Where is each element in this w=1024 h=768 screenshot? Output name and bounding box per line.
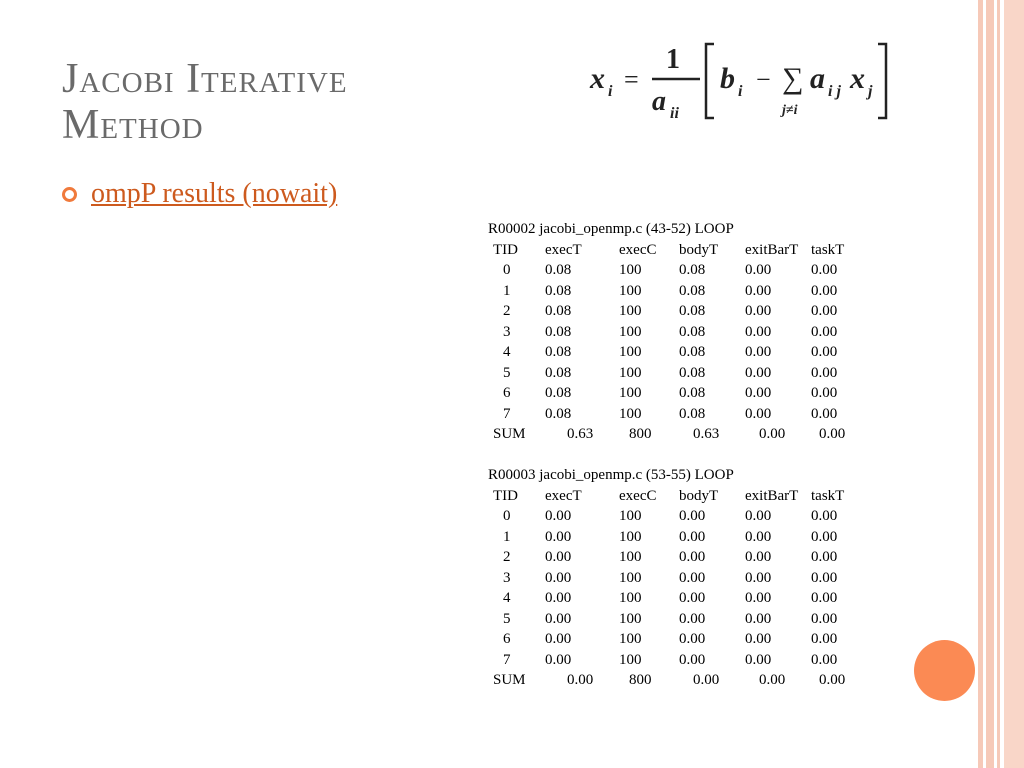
- table-row: [488, 547, 871, 568]
- table-cell: 0.00: [745, 631, 772, 647]
- table-cell: 6: [503, 631, 511, 647]
- table-cell: 0.00: [545, 651, 572, 668]
- table-cell: 0.00: [745, 405, 772, 422]
- column-header: execT: [545, 241, 582, 258]
- table-cell: 100: [619, 344, 642, 360]
- table-cell: 0.00: [679, 651, 706, 668]
- region-header: R00002 jacobi_openmp.c (43-52) LOOP: [488, 221, 734, 237]
- column-header: TID: [493, 241, 518, 258]
- table-cell: 100: [619, 528, 642, 545]
- table-cell: 0.00: [811, 508, 838, 524]
- table-cell: 100: [619, 405, 642, 422]
- bullet-item: [62, 178, 337, 210]
- table-row: [488, 404, 871, 425]
- table-cell: 0.00: [745, 508, 772, 524]
- stripe: [978, 0, 983, 768]
- table-row: [488, 281, 871, 302]
- table-row: [488, 322, 871, 343]
- table-cell: 0.00: [759, 426, 786, 442]
- table-cell: 0.08: [679, 405, 706, 422]
- table-cell: 0: [503, 262, 511, 278]
- column-header: execC: [619, 241, 657, 258]
- table-cell: 100: [619, 651, 642, 668]
- table-cell: 100: [619, 364, 642, 381]
- table-header-row: [488, 486, 871, 507]
- column-header: bodyT: [679, 487, 719, 504]
- ompp-results-output: [488, 219, 871, 711]
- table-header-row: [488, 240, 871, 261]
- svg-text:i: i: [608, 83, 613, 100]
- table-cell: 0.00: [693, 672, 720, 688]
- table-cell: 0.08: [545, 364, 572, 381]
- column-header: TID: [493, 487, 518, 504]
- results-table: [488, 240, 871, 445]
- table-cell: 0.00: [819, 672, 846, 688]
- table-cell: 1: [503, 282, 511, 299]
- table-cell: 0.00: [811, 303, 838, 319]
- stripe: [1004, 0, 1024, 768]
- region-block-r00002: [488, 219, 871, 445]
- table-cell: 0.00: [811, 405, 838, 422]
- svg-text:a: a: [810, 62, 825, 95]
- table-cell: 0.08: [679, 282, 706, 299]
- table-cell: 0.00: [745, 590, 772, 606]
- table-cell: 4: [503, 344, 511, 360]
- title-line-2: Method: [62, 102, 204, 148]
- table-cell: 0.00: [545, 508, 572, 524]
- results-table: [488, 486, 871, 691]
- table-cell: 0.00: [811, 282, 838, 299]
- svg-text:=: =: [624, 65, 639, 94]
- table-cell: 100: [619, 323, 642, 340]
- table-cell: 0.00: [745, 651, 772, 668]
- table-cell: 0.00: [811, 610, 838, 627]
- svg-text:−: −: [756, 65, 771, 94]
- svg-text:i j: i j: [828, 83, 841, 100]
- column-header: execC: [619, 487, 657, 504]
- table-row: [488, 260, 871, 281]
- table-cell: 0.00: [745, 528, 772, 545]
- table-cell: 100: [619, 508, 642, 524]
- table-cell: SUM: [493, 672, 526, 688]
- table-cell: 100: [619, 610, 642, 627]
- region-block-r00003: [488, 465, 871, 691]
- table-cell: 0.08: [545, 405, 572, 422]
- table-cell: 7: [503, 405, 511, 422]
- table-cell: 800: [629, 672, 652, 688]
- table-cell: 100: [619, 569, 642, 586]
- svg-text:i: i: [738, 83, 743, 100]
- table-cell: 0.00: [745, 549, 772, 565]
- svg-text:x: x: [590, 62, 605, 95]
- sum-row: [488, 670, 871, 691]
- column-header: taskT: [811, 487, 845, 504]
- table-cell: 0.08: [545, 323, 572, 340]
- table-cell: 7: [503, 651, 511, 668]
- table-cell: 0.00: [679, 508, 706, 524]
- table-cell: 0.00: [545, 549, 572, 565]
- table-cell: 0.00: [745, 610, 772, 627]
- svg-text:x: x: [850, 62, 865, 95]
- table-cell: 0.00: [679, 569, 706, 586]
- table-cell: 5: [503, 610, 511, 627]
- table-cell: 0.00: [811, 569, 838, 586]
- table-cell: 0.00: [745, 385, 772, 401]
- jacobi-formula-image: [588, 38, 898, 124]
- table-cell: 0.08: [679, 344, 706, 360]
- table-cell: 0.00: [811, 364, 838, 381]
- table-cell: 0.00: [811, 385, 838, 401]
- table-cell: 0.00: [745, 569, 772, 586]
- table-row: [488, 342, 871, 363]
- stripe: [997, 0, 1000, 768]
- table-cell: 0.00: [811, 590, 838, 606]
- ompp-results-link[interactable]: ompP results (nowait): [91, 178, 338, 209]
- table-cell: 4: [503, 590, 511, 606]
- table-cell: 3: [503, 323, 511, 340]
- table-cell: 0.63: [567, 426, 594, 442]
- column-header: exitBarT: [745, 241, 799, 258]
- sum-row: [488, 424, 871, 445]
- table-cell: 0.00: [811, 262, 838, 278]
- table-cell: 0.00: [545, 528, 572, 545]
- table-cell: 6: [503, 385, 511, 401]
- table-cell: 0.00: [545, 569, 572, 586]
- table-cell: 0.00: [679, 610, 706, 627]
- table-cell: 0.00: [545, 590, 572, 606]
- table-cell: 100: [619, 303, 642, 319]
- table-row: [488, 383, 871, 404]
- svg-text:j: j: [868, 83, 873, 100]
- table-cell: 0.00: [811, 323, 838, 340]
- column-header: bodyT: [679, 241, 719, 258]
- svg-text:b: b: [720, 62, 735, 95]
- table-cell: 0.08: [679, 323, 706, 340]
- table-cell: SUM: [493, 426, 526, 442]
- table-row: [488, 650, 871, 671]
- table-cell: 5: [503, 364, 511, 381]
- table-cell: 0: [503, 508, 511, 524]
- table-cell: 0.08: [545, 303, 572, 319]
- table-cell: 0.00: [679, 590, 706, 606]
- table-cell: 0.08: [545, 262, 572, 278]
- table-cell: 0.00: [679, 528, 706, 545]
- table-cell: 0.08: [545, 282, 572, 299]
- svg-text:ii: ii: [670, 105, 679, 122]
- column-header: exitBarT: [745, 487, 799, 504]
- svg-text:j≠i: j≠i: [782, 103, 798, 118]
- table-cell: 0.00: [811, 631, 838, 647]
- table-cell: 0.00: [679, 549, 706, 565]
- table-cell: 0.00: [745, 344, 772, 360]
- table-cell: 0.00: [811, 528, 838, 545]
- table-cell: 100: [619, 549, 642, 565]
- table-cell: 0.00: [545, 610, 572, 627]
- table-cell: 0.00: [811, 651, 838, 668]
- table-cell: 3: [503, 569, 511, 586]
- table-row: [488, 506, 871, 527]
- table-cell: 1: [503, 528, 511, 545]
- table-cell: 0.08: [679, 303, 706, 319]
- table-cell: 0.00: [759, 672, 786, 688]
- table-cell: 0.00: [679, 631, 706, 647]
- table-cell: 0.00: [745, 323, 772, 340]
- svg-text:∑: ∑: [782, 62, 804, 95]
- decorative-stripes: [978, 0, 1024, 768]
- table-cell: 100: [619, 385, 642, 401]
- table-cell: 800: [629, 426, 652, 442]
- table-cell: 100: [619, 262, 642, 278]
- svg-text:a: a: [652, 86, 666, 117]
- region-header: R00003 jacobi_openmp.c (53-55) LOOP: [488, 467, 734, 483]
- table-cell: 100: [619, 590, 642, 606]
- table-row: [488, 301, 871, 322]
- column-header: taskT: [811, 241, 845, 258]
- table-cell: 0.00: [811, 549, 838, 565]
- decorative-circle: [914, 640, 975, 701]
- column-header: execT: [545, 487, 582, 504]
- table-cell: 0.00: [745, 303, 772, 319]
- table-cell: 0.63: [693, 426, 720, 442]
- table-cell: 100: [619, 631, 642, 647]
- bullet-circle-icon: [62, 187, 77, 202]
- table-cell: 0.08: [545, 385, 572, 401]
- table-cell: 0.00: [819, 426, 846, 442]
- table-cell: 100: [619, 282, 642, 299]
- table-row: [488, 568, 871, 589]
- table-row: [488, 527, 871, 548]
- stripe: [986, 0, 994, 768]
- table-cell: 0.00: [567, 672, 594, 688]
- table-cell: 0.00: [745, 282, 772, 299]
- table-row: [488, 629, 871, 650]
- table-cell: 0.00: [745, 262, 772, 278]
- table-cell: 0.00: [811, 344, 838, 360]
- table-cell: 0.00: [745, 364, 772, 381]
- svg-text:1: 1: [666, 44, 680, 75]
- table-row: [488, 363, 871, 384]
- table-cell: 0.08: [679, 385, 706, 401]
- title-line-1: Jacobi Iterative: [62, 56, 348, 102]
- table-cell: 2: [503, 303, 511, 319]
- slide-title: [62, 56, 348, 148]
- table-row: [488, 609, 871, 630]
- table-cell: 0.00: [545, 631, 572, 647]
- table-cell: 0.08: [679, 262, 706, 278]
- table-cell: 0.08: [545, 344, 572, 360]
- table-cell: 0.08: [679, 364, 706, 381]
- table-cell: 2: [503, 549, 511, 565]
- table-row: [488, 588, 871, 609]
